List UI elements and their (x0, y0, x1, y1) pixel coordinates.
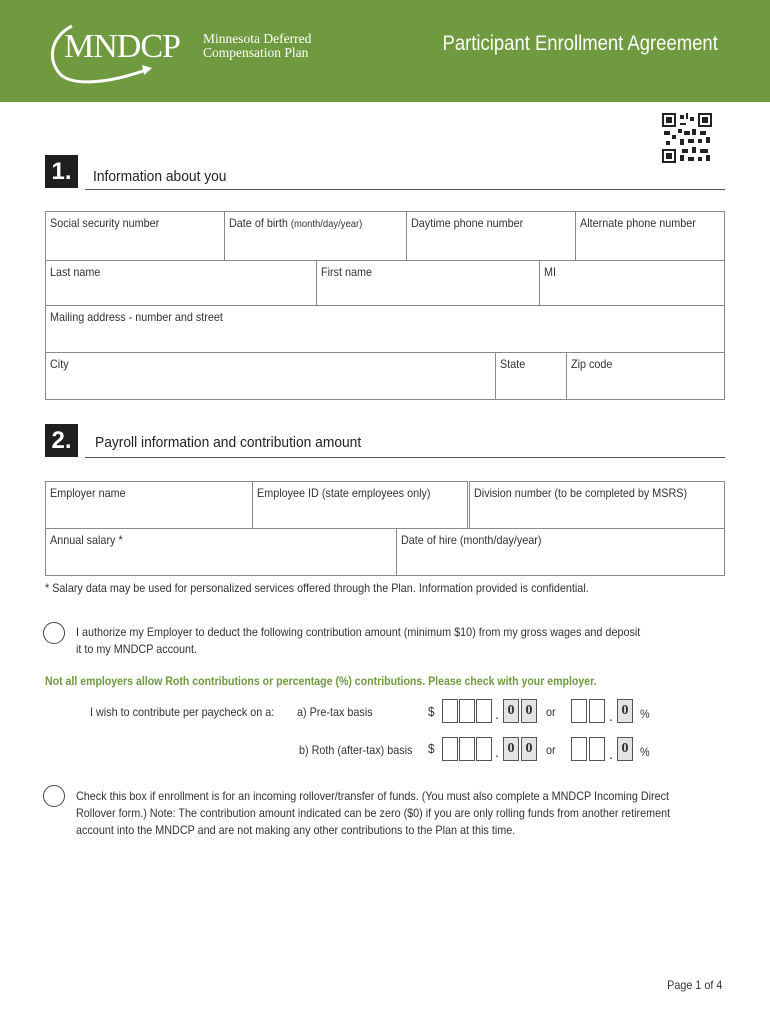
alternate-phone-field[interactable] (575, 211, 725, 261)
annual-salary-field[interactable] (45, 528, 397, 576)
pretax-dollar-digit[interactable] (442, 699, 458, 723)
daytime-phone-label: Daytime phone number (411, 216, 524, 230)
mailing-address-field[interactable] (45, 305, 725, 353)
zip-code-label: Zip code (571, 357, 613, 371)
decimal-point: . (609, 746, 613, 762)
roth-cents-digit[interactable]: 0 (521, 737, 537, 761)
employee-id-field[interactable] (252, 481, 468, 529)
roth-dollar-sign: $ (428, 741, 435, 756)
first-name-label: First name (321, 265, 373, 279)
qr-code-icon (662, 113, 712, 163)
ssn-field[interactable] (45, 211, 225, 261)
ssn-label: Social security number (50, 216, 160, 230)
pretax-label: a) Pre-tax basis (297, 705, 373, 719)
alternate-phone-label: Alternate phone number (580, 216, 696, 230)
annual-salary-label: Annual salary * (50, 533, 123, 547)
roth-percent-decimal[interactable]: 0 (617, 737, 633, 761)
pretax-cents-digit[interactable]: 0 (521, 699, 537, 723)
section-2-number: 2. (45, 424, 78, 457)
roth-label: b) Roth (after-tax) basis (299, 743, 413, 757)
middle-initial-label: MI (544, 265, 557, 279)
roth-dollar-digit[interactable] (476, 737, 492, 761)
decimal-point: . (495, 706, 499, 722)
pretax-dollar-digit[interactable] (459, 699, 475, 723)
employer-name-field[interactable] (45, 481, 253, 529)
percent-sign: % (640, 707, 650, 721)
dob-label: Date of birth (month/day/year) (229, 216, 363, 230)
roth-dollar-digit[interactable] (442, 737, 458, 761)
authorize-text: I authorize my Employer to deduct the following contribution amount (minimum $10) from my gross wages and deposit it to my MNDCP account. (76, 625, 641, 656)
pretax-percent-decimal[interactable]: 0 (617, 699, 633, 723)
employee-id-label: Employee ID (state employees only) (257, 486, 431, 500)
middle-initial-field[interactable] (539, 260, 725, 306)
roth-percent-digit[interactable] (589, 737, 605, 761)
dob-field[interactable] (224, 211, 407, 261)
rollover-checkbox[interactable] (43, 785, 65, 807)
section-1-title: Information about you (93, 168, 227, 185)
or-label: or (546, 743, 556, 757)
last-name-label: Last name (50, 265, 101, 279)
division-number-label: Division number (to be completed by MSRS) (474, 486, 688, 500)
division-number-field[interactable] (469, 481, 725, 529)
logo-full-name (203, 32, 311, 60)
section-2-rule (85, 457, 725, 458)
pretax-dollar-digit[interactable] (476, 699, 492, 723)
daytime-phone-field[interactable] (406, 211, 576, 261)
decimal-point: . (495, 744, 499, 760)
section-1-number: 1. (45, 155, 78, 188)
logo-line-2: Compensation Plan (203, 45, 309, 60)
mndcp-logo (46, 18, 326, 88)
pretax-percent-digit[interactable] (589, 699, 605, 723)
contribute-intro: I wish to contribute per paycheck on a: (90, 705, 275, 719)
first-name-field[interactable] (316, 260, 540, 306)
page-number: Page 1 of 4 (666, 978, 722, 992)
percent-sign: % (640, 745, 650, 759)
roth-percent-digit[interactable] (571, 737, 587, 761)
city-label: City (50, 357, 69, 371)
decimal-point: . (609, 708, 613, 724)
hire-date-label: Date of hire (month/day/year) (401, 533, 542, 547)
pretax-cents-digit[interactable]: 0 (503, 699, 519, 723)
logo-acronym: MNDCP (64, 28, 180, 65)
zip-code-field[interactable] (566, 352, 725, 400)
state-label: State (500, 357, 526, 371)
authorize-deduction-checkbox[interactable] (43, 622, 65, 644)
pretax-dollar-sign: $ (428, 704, 435, 719)
pretax-percent-digit[interactable] (571, 699, 587, 723)
hire-date-field[interactable] (396, 528, 725, 576)
roth-dollar-digit[interactable] (459, 737, 475, 761)
salary-note: * Salary data may be used for personalized services offered through the Plan. Information provided is confidential. (45, 581, 589, 595)
logo-line-1: Minnesota Deferred (203, 31, 312, 46)
or-label: or (546, 705, 556, 719)
section-2-title: Payroll information and contribution amount (95, 434, 362, 451)
rollover-text: Check this box if enrollment is for an incoming rollover/transfer of funds. (You must also complete a MNDCP Incoming Direct Rollover form.) Note: The contribution amount indicated can be zero ($0) if you are only rolling funds from another retirement account into the MNDCP and are not making any other contributions to the Plan at this time. (76, 789, 671, 837)
mailing-address-label: Mailing address - number and street (50, 310, 223, 324)
header-bar (0, 0, 770, 102)
document-title: Participant Enrollment Agreement (442, 32, 718, 55)
city-field[interactable] (45, 352, 496, 400)
last-name-field[interactable] (45, 260, 317, 306)
state-field[interactable] (495, 352, 567, 400)
section-1-rule (85, 189, 725, 190)
employer-name-label: Employer name (50, 486, 126, 500)
roth-cents-digit[interactable]: 0 (503, 737, 519, 761)
roth-warning: Not all employers allow Roth contributions or percentage (%) contributions. Please check with your employer. (45, 674, 597, 688)
